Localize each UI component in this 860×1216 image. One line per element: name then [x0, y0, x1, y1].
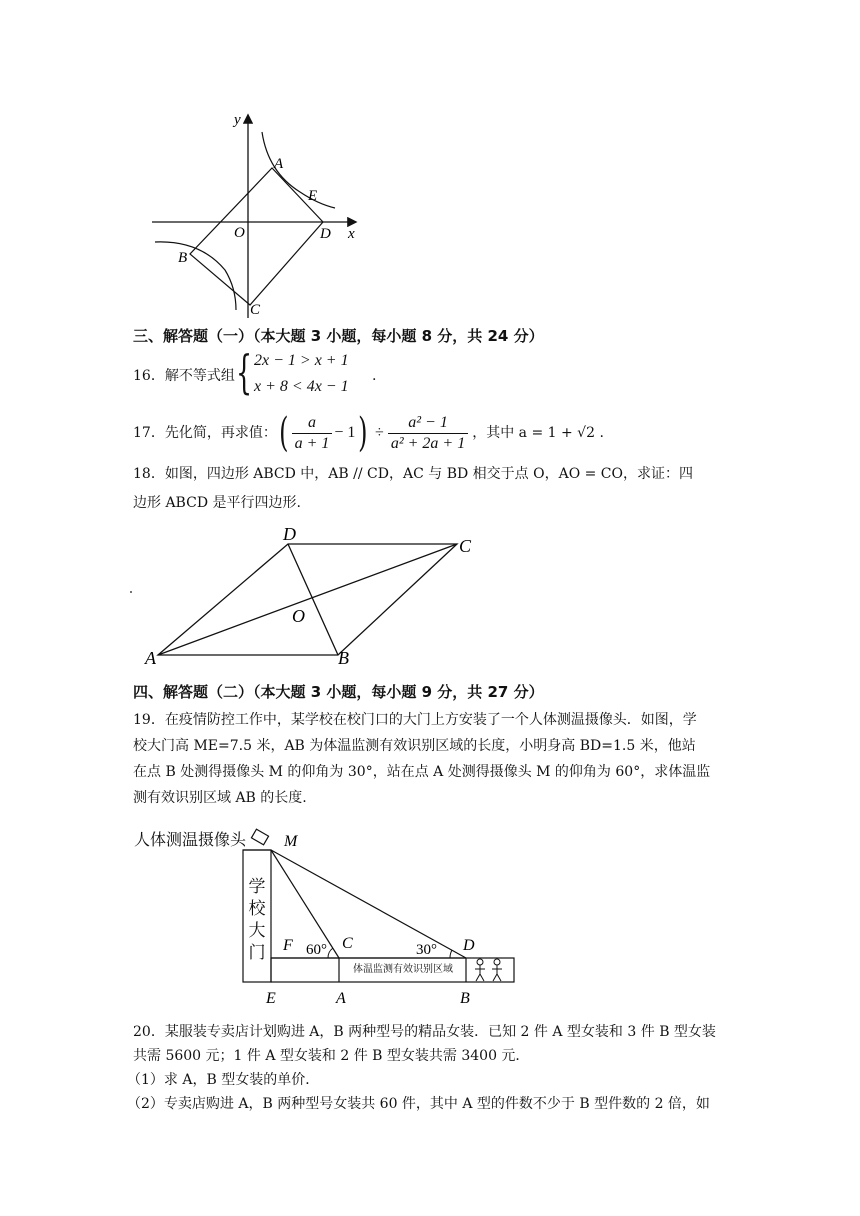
diagonal-AC	[158, 544, 457, 655]
angle-60-label: 60°	[306, 942, 327, 958]
gate-char-4: 门	[248, 943, 266, 963]
gate-label	[244, 876, 270, 964]
gate-char-3: 大	[248, 921, 266, 941]
q17-expression	[276, 408, 604, 458]
label-D: D	[463, 937, 475, 954]
diagonal-BD	[288, 544, 338, 655]
q16-inequality-1: 2x − 1 > x + 1	[254, 352, 349, 369]
stray-dot	[130, 591, 132, 593]
label-D: D	[283, 524, 296, 544]
q17-divide: ÷	[375, 424, 384, 441]
label-D: D	[320, 226, 331, 242]
label-C: C	[250, 302, 261, 318]
q20-line2: 共需 5600 元；1 件 A 型女装和 2 件 B 型女装共需 3400 元．	[133, 1048, 530, 1064]
label-B: B	[338, 648, 349, 668]
q17-f1-den: a + 1	[294, 434, 330, 452]
q16-suffix: .	[372, 368, 377, 384]
hyperbola-branch-third-quadrant	[155, 242, 236, 310]
angle-30-label: 30°	[416, 942, 437, 958]
camera-label: 人体测温摄像头	[134, 830, 247, 849]
label-A: A	[145, 648, 156, 668]
right-paren: )	[358, 410, 368, 456]
q17-minus-one: − 1	[334, 424, 356, 441]
q17-fraction-2	[388, 413, 468, 454]
camera-body	[251, 829, 268, 845]
q16-brace: {	[236, 345, 253, 399]
label-B: B	[460, 990, 470, 1007]
q17-f1-num: a	[292, 413, 333, 434]
gate-char-1: 学	[248, 877, 266, 897]
label-O: O	[234, 225, 245, 241]
gate-char-2: 校	[248, 899, 266, 919]
label-B: B	[178, 250, 188, 266]
left-paren: (	[279, 410, 289, 456]
section3-heading: 三、解答题（一）（本大题 3 小题，每小题 8 分，共 24 分）	[133, 327, 544, 345]
q17-condition: ，其中 a = 1 + √2 .	[472, 425, 604, 441]
q17-fraction-1	[292, 413, 333, 454]
label-E: E	[308, 188, 318, 204]
angle-arc-60	[328, 948, 333, 958]
zone-label: 体温监测有效识别区域	[353, 964, 453, 975]
q16-prefix: 16．解不等式组	[133, 368, 235, 384]
q16-inequality-2: x + 8 < 4x − 1	[254, 378, 349, 395]
label-y: y	[234, 112, 241, 128]
label-C: C	[342, 935, 353, 952]
label-M: M	[284, 833, 298, 850]
q19-line3: 在点 B 处测得摄像头 M 的仰角为 30°，站在点 A 处测得摄像头 M 的仰角为 60°，求体温监	[133, 764, 711, 780]
q19-line2: 校大门高 ME=7.5 米，AB 为体温监测有效识别区域的长度，小明身高 BD=1.5 米，他站	[133, 738, 696, 754]
angle-arc-30	[450, 950, 452, 958]
label-C: C	[459, 536, 472, 556]
q17-f2-den: a² + 2a + 1	[390, 434, 466, 452]
parallelogram-figure	[125, 522, 485, 672]
q18-line2: 边形 ABCD 是平行四边形.	[133, 495, 301, 511]
camera-diagram	[130, 822, 530, 1012]
label-A: A	[274, 156, 284, 172]
rhombus-ABCD	[190, 168, 323, 305]
line-MC	[271, 850, 339, 958]
q19-line4: 测有效识别区域 AB 的长度.	[133, 790, 307, 806]
coordinate-figure	[150, 110, 365, 320]
q20-part1: （1）求 A，B 型女装的单价．	[127, 1072, 320, 1088]
q20-line1: 20．某服装专卖店计划购进 A，B 两种型号的精品女装．已知 2 件 A 型女装和 3 件 B 型女装	[133, 1024, 716, 1040]
camera-figure	[130, 822, 530, 1012]
q20-part2: （2）专卖店购进 A，B 两种型号女装共 60 件，其中 A 型的件数不少于 B 型件数的 2 倍，如	[127, 1096, 710, 1112]
q19-line1: 19．在疫情防控工作中，某学校在校门口的大门上方安装了一个人体测温摄像头．如图，学	[133, 712, 697, 728]
section4-heading: 四、解答题（二）（本大题 3 小题，每小题 9 分，共 27 分）	[133, 683, 544, 701]
person-icon-2	[492, 959, 502, 981]
person-icon-1	[475, 959, 485, 981]
q17-f2-num: a² − 1	[388, 413, 468, 434]
label-E: E	[266, 990, 276, 1007]
q18-line1: 18．如图，四边形 ABCD 中，AB // CD，AC 与 BD 相交于点 O，AO = CO，求证：四	[133, 466, 693, 482]
label-A: A	[336, 990, 346, 1007]
label-x: x	[348, 226, 355, 242]
q17-prefix: 17．先化简，再求值：	[133, 425, 277, 441]
label-F: F	[283, 937, 293, 954]
label-O: O	[292, 606, 305, 626]
